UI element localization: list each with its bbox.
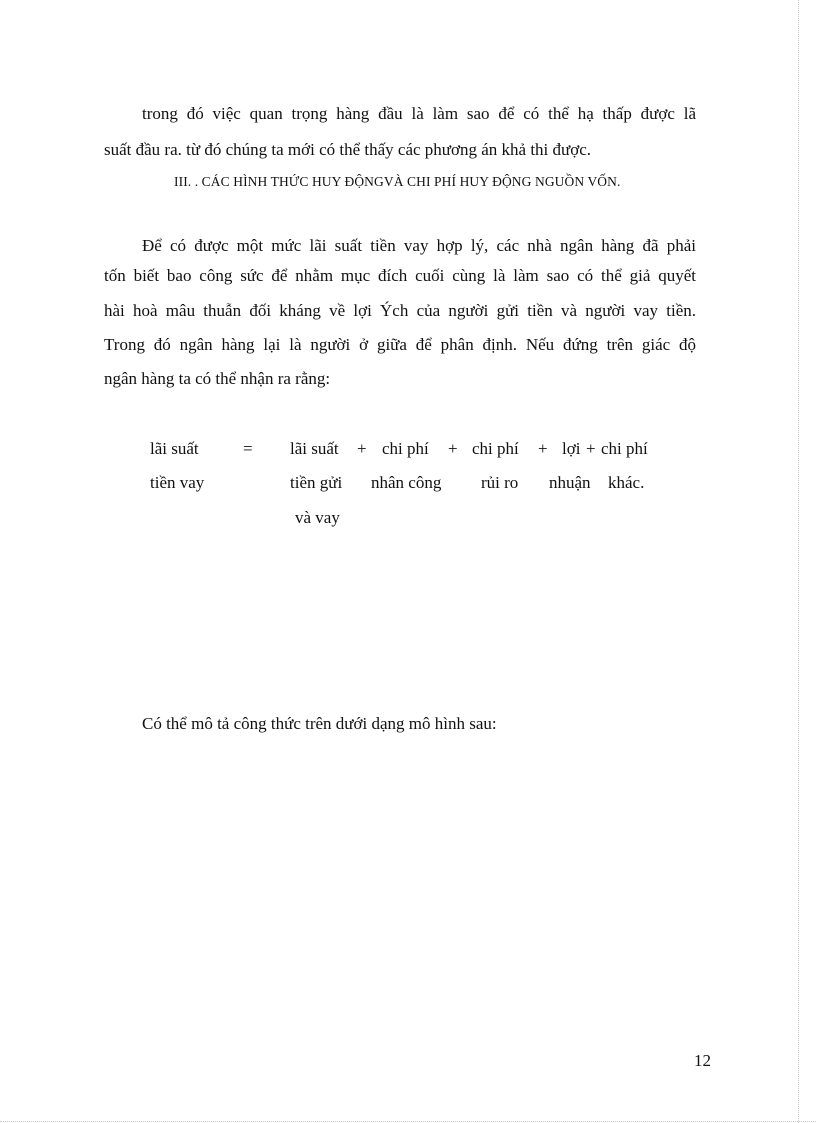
formula-plus-sign-3: + (538, 439, 548, 458)
paragraph-interest-rate-line-4: Trong đó ngân hàng lại là người ở giữa để phân định. Nếu đứng trên giác độ (104, 335, 696, 354)
paragraph-interest-rate-line-1: Để có được một mức lãi suất tiền vay hợp lý, các nhà ngân hàng đã phải (142, 236, 696, 255)
formula-term-deposit-rate-line-3: và vay (295, 508, 340, 527)
paragraph-intro-line-1: trong đó việc quan trọng hàng đầu là làm sao để có thể hạ thấp được lã (142, 104, 696, 123)
formula-plus-sign-4: + (586, 439, 596, 458)
section-heading: III. . CÁC HÌNH THỨC HUY ĐỘNGVÀ CHI PHÍ HUY ĐỘNG NGUỒN VỐN. (174, 174, 621, 189)
formula-term-profit-line-1: lợi (562, 439, 581, 458)
formula-term-deposit-rate-line-2: tiền gửi (290, 473, 343, 492)
formula-term-labor-cost-line-1: chi phí (382, 439, 429, 458)
page-right-border (798, 0, 799, 1123)
paragraph-interest-rate-line-2: tốn biết bao công sức để nhằm mục đích cuối cùng là làm sao có thể giả quyết (104, 266, 696, 285)
paragraph-intro-line-2: suất đầu ra. từ đó chúng ta mới có thể thấy các phương án khả thi được. (104, 140, 592, 159)
paragraph-interest-rate-line-5: ngân hàng ta có thể nhận ra rằng: (104, 369, 331, 388)
formula-plus-sign-2: + (448, 439, 458, 458)
formula-term-other-cost-line-1: chi phí (601, 439, 648, 458)
formula-term-deposit-rate-line-1: lãi suất (290, 439, 339, 458)
formula-term-risk-cost-line-1: chi phí (472, 439, 519, 458)
formula-term-risk-cost-line-2: rủi ro (481, 473, 519, 492)
formula-equals-sign: = (243, 439, 253, 458)
formula-term-other-cost-line-2: khác. (608, 473, 645, 492)
formula-term-profit-line-2: nhuận (549, 473, 591, 492)
formula-plus-sign-1: + (357, 439, 367, 458)
paragraph-interest-rate-line-3: hài hoà mâu thuẫn đối kháng về lợi Ých của người gửi tiền và người vay tiền. (104, 301, 696, 320)
formula-lhs-line-2: tiền vay (150, 473, 205, 492)
formula-term-labor-cost-line-2: nhân công (371, 473, 442, 492)
closing-sentence: Có thể mô tả công thức trên dưới dạng mô hình sau: (142, 714, 497, 733)
formula-lhs-line-1: lãi suất (150, 439, 199, 458)
page-number: 12 (694, 1051, 711, 1070)
page-bottom-border (0, 1121, 816, 1122)
